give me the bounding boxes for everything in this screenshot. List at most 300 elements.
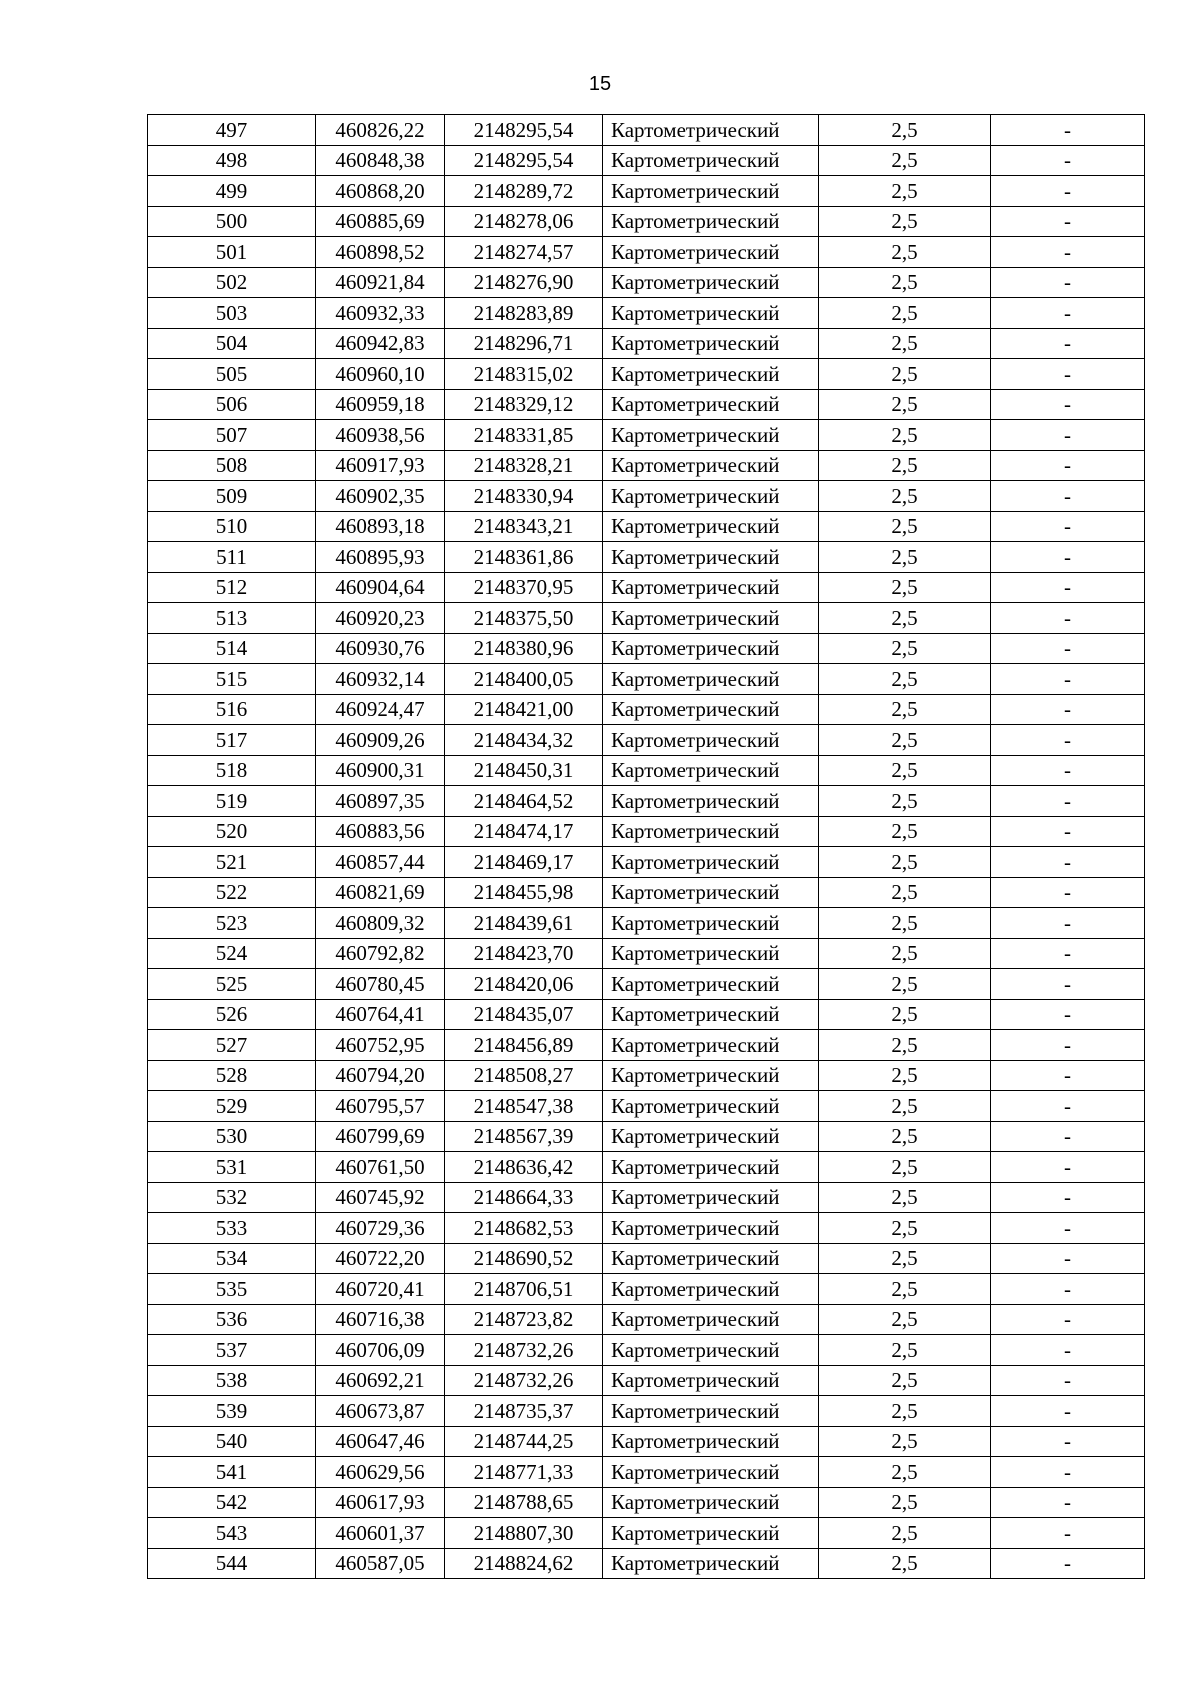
- x-coordinate-cell: 460720,41: [316, 1274, 445, 1305]
- description-cell: -: [991, 725, 1145, 756]
- x-coordinate-cell: 460780,45: [316, 969, 445, 1000]
- x-coordinate-cell: 460920,23: [316, 603, 445, 634]
- x-coordinate-cell: 460795,57: [316, 1091, 445, 1122]
- description-cell: -: [991, 1457, 1145, 1488]
- x-coordinate-cell: 460868,20: [316, 176, 445, 207]
- description-cell: -: [991, 1335, 1145, 1366]
- description-cell: -: [991, 572, 1145, 603]
- accuracy-cell: 2,5: [819, 328, 991, 359]
- description-cell: -: [991, 1060, 1145, 1091]
- y-coordinate-cell: 2148329,12: [445, 389, 603, 420]
- description-cell: -: [991, 786, 1145, 817]
- y-coordinate-cell: 2148289,72: [445, 176, 603, 207]
- table-row: [148, 542, 1145, 573]
- description-cell: -: [991, 511, 1145, 542]
- accuracy-cell: 2,5: [819, 877, 991, 908]
- method-cell: Картометрический: [603, 328, 819, 359]
- accuracy-cell: 2,5: [819, 664, 991, 695]
- description-cell: -: [991, 633, 1145, 664]
- y-coordinate-cell: 2148400,05: [445, 664, 603, 695]
- description-cell: -: [991, 1213, 1145, 1244]
- accuracy-cell: 2,5: [819, 786, 991, 817]
- accuracy-cell: 2,5: [819, 1030, 991, 1061]
- point-number-cell: 527: [148, 1030, 316, 1061]
- table-row: [148, 206, 1145, 237]
- method-cell: Картометрический: [603, 664, 819, 695]
- table-row: [148, 1213, 1145, 1244]
- accuracy-cell: 2,5: [819, 1487, 991, 1518]
- method-cell: Картометрический: [603, 1030, 819, 1061]
- method-cell: Картометрический: [603, 1213, 819, 1244]
- x-coordinate-cell: 460799,69: [316, 1121, 445, 1152]
- method-cell: Картометрический: [603, 542, 819, 573]
- method-cell: Картометрический: [603, 420, 819, 451]
- y-coordinate-cell: 2148824,62: [445, 1548, 603, 1579]
- description-cell: -: [991, 664, 1145, 695]
- accuracy-cell: 2,5: [819, 1213, 991, 1244]
- x-coordinate-cell: 460917,93: [316, 450, 445, 481]
- accuracy-cell: 2,5: [819, 359, 991, 390]
- x-coordinate-cell: 460848,38: [316, 145, 445, 176]
- method-cell: Картометрический: [603, 572, 819, 603]
- table-row: [148, 145, 1145, 176]
- y-coordinate-cell: 2148276,90: [445, 267, 603, 298]
- x-coordinate-cell: 460826,22: [316, 115, 445, 146]
- x-coordinate-cell: 460809,32: [316, 908, 445, 939]
- x-coordinate-cell: 460897,35: [316, 786, 445, 817]
- method-cell: Картометрический: [603, 389, 819, 420]
- x-coordinate-cell: 460857,44: [316, 847, 445, 878]
- description-cell: -: [991, 145, 1145, 176]
- point-number-cell: 530: [148, 1121, 316, 1152]
- point-number-cell: 516: [148, 694, 316, 725]
- method-cell: Картометрический: [603, 359, 819, 390]
- method-cell: Картометрический: [603, 633, 819, 664]
- description-cell: -: [991, 420, 1145, 451]
- description-cell: -: [991, 206, 1145, 237]
- description-cell: -: [991, 603, 1145, 634]
- accuracy-cell: 2,5: [819, 1335, 991, 1366]
- x-coordinate-cell: 460761,50: [316, 1152, 445, 1183]
- method-cell: Картометрический: [603, 877, 819, 908]
- table-row: [148, 908, 1145, 939]
- y-coordinate-cell: 2148771,33: [445, 1457, 603, 1488]
- accuracy-cell: 2,5: [819, 1396, 991, 1427]
- y-coordinate-cell: 2148343,21: [445, 511, 603, 542]
- point-number-cell: 515: [148, 664, 316, 695]
- point-number-cell: 524: [148, 938, 316, 969]
- method-cell: Картометрический: [603, 1091, 819, 1122]
- accuracy-cell: 2,5: [819, 725, 991, 756]
- page-number: 15: [588, 73, 612, 95]
- table-row: [148, 1091, 1145, 1122]
- table-row: [148, 1548, 1145, 1579]
- accuracy-cell: 2,5: [819, 908, 991, 939]
- point-number-cell: 505: [148, 359, 316, 390]
- description-cell: -: [991, 1274, 1145, 1305]
- method-cell: Картометрический: [603, 1548, 819, 1579]
- point-number-cell: 497: [148, 115, 316, 146]
- table-row: [148, 1243, 1145, 1274]
- accuracy-cell: 2,5: [819, 176, 991, 207]
- point-number-cell: 523: [148, 908, 316, 939]
- table-row: [148, 755, 1145, 786]
- x-coordinate-cell: 460902,35: [316, 481, 445, 512]
- description-cell: -: [991, 542, 1145, 573]
- method-cell: Картометрический: [603, 176, 819, 207]
- accuracy-cell: 2,5: [819, 603, 991, 634]
- description-cell: -: [991, 237, 1145, 268]
- accuracy-cell: 2,5: [819, 206, 991, 237]
- table-row: [148, 450, 1145, 481]
- table-row: [148, 420, 1145, 451]
- description-cell: -: [991, 816, 1145, 847]
- accuracy-cell: 2,5: [819, 755, 991, 786]
- point-number-cell: 519: [148, 786, 316, 817]
- y-coordinate-cell: 2148375,50: [445, 603, 603, 634]
- x-coordinate-cell: 460924,47: [316, 694, 445, 725]
- point-number-cell: 507: [148, 420, 316, 451]
- point-number-cell: 511: [148, 542, 316, 573]
- method-cell: Картометрический: [603, 603, 819, 634]
- method-cell: Картометрический: [603, 1487, 819, 1518]
- description-cell: -: [991, 1152, 1145, 1183]
- accuracy-cell: 2,5: [819, 1457, 991, 1488]
- point-number-cell: 536: [148, 1304, 316, 1335]
- method-cell: Картометрический: [603, 969, 819, 1000]
- point-number-cell: 508: [148, 450, 316, 481]
- accuracy-cell: 2,5: [819, 1548, 991, 1579]
- table-row: [148, 969, 1145, 1000]
- x-coordinate-cell: 460647,46: [316, 1426, 445, 1457]
- y-coordinate-cell: 2148464,52: [445, 786, 603, 817]
- y-coordinate-cell: 2148435,07: [445, 999, 603, 1030]
- x-coordinate-cell: 460932,33: [316, 298, 445, 329]
- x-coordinate-cell: 460722,20: [316, 1243, 445, 1274]
- accuracy-cell: 2,5: [819, 115, 991, 146]
- method-cell: Картометрический: [603, 1335, 819, 1366]
- description-cell: -: [991, 328, 1145, 359]
- point-number-cell: 513: [148, 603, 316, 634]
- point-number-cell: 502: [148, 267, 316, 298]
- point-number-cell: 526: [148, 999, 316, 1030]
- point-number-cell: 506: [148, 389, 316, 420]
- description-cell: -: [991, 298, 1145, 329]
- y-coordinate-cell: 2148423,70: [445, 938, 603, 969]
- accuracy-cell: 2,5: [819, 389, 991, 420]
- accuracy-cell: 2,5: [819, 1304, 991, 1335]
- table-row: [148, 1457, 1145, 1488]
- method-cell: Картометрический: [603, 481, 819, 512]
- point-number-cell: 521: [148, 847, 316, 878]
- accuracy-cell: 2,5: [819, 1182, 991, 1213]
- point-number-cell: 534: [148, 1243, 316, 1274]
- description-cell: -: [991, 359, 1145, 390]
- method-cell: Картометрический: [603, 755, 819, 786]
- method-cell: Картометрический: [603, 1274, 819, 1305]
- method-cell: Картометрический: [603, 725, 819, 756]
- y-coordinate-cell: 2148331,85: [445, 420, 603, 451]
- point-number-cell: 525: [148, 969, 316, 1000]
- point-number-cell: 518: [148, 755, 316, 786]
- x-coordinate-cell: 460930,76: [316, 633, 445, 664]
- table-row: [148, 359, 1145, 390]
- table-row: [148, 877, 1145, 908]
- description-cell: -: [991, 1243, 1145, 1274]
- point-number-cell: 540: [148, 1426, 316, 1457]
- y-coordinate-cell: 2148664,33: [445, 1182, 603, 1213]
- y-coordinate-cell: 2148274,57: [445, 237, 603, 268]
- table-row: [148, 1152, 1145, 1183]
- accuracy-cell: 2,5: [819, 633, 991, 664]
- description-cell: -: [991, 389, 1145, 420]
- accuracy-cell: 2,5: [819, 1060, 991, 1091]
- y-coordinate-cell: 2148469,17: [445, 847, 603, 878]
- table-row: [148, 847, 1145, 878]
- accuracy-cell: 2,5: [819, 847, 991, 878]
- y-coordinate-cell: 2148735,37: [445, 1396, 603, 1427]
- table-row: [148, 938, 1145, 969]
- y-coordinate-cell: 2148434,32: [445, 725, 603, 756]
- point-number-cell: 520: [148, 816, 316, 847]
- description-cell: -: [991, 450, 1145, 481]
- y-coordinate-cell: 2148328,21: [445, 450, 603, 481]
- method-cell: Картометрический: [603, 1304, 819, 1335]
- point-number-cell: 529: [148, 1091, 316, 1122]
- table-row: [148, 1426, 1145, 1457]
- x-coordinate-cell: 460932,14: [316, 664, 445, 695]
- x-coordinate-cell: 460821,69: [316, 877, 445, 908]
- y-coordinate-cell: 2148278,06: [445, 206, 603, 237]
- y-coordinate-cell: 2148315,02: [445, 359, 603, 390]
- method-cell: Картометрический: [603, 267, 819, 298]
- y-coordinate-cell: 2148690,52: [445, 1243, 603, 1274]
- table-row: [148, 237, 1145, 268]
- x-coordinate-cell: 460629,56: [316, 1457, 445, 1488]
- description-cell: -: [991, 267, 1145, 298]
- point-number-cell: 509: [148, 481, 316, 512]
- description-cell: -: [991, 1182, 1145, 1213]
- x-coordinate-cell: 460673,87: [316, 1396, 445, 1427]
- table-row: [148, 1304, 1145, 1335]
- y-coordinate-cell: 2148547,38: [445, 1091, 603, 1122]
- description-cell: -: [991, 938, 1145, 969]
- description-cell: -: [991, 877, 1145, 908]
- accuracy-cell: 2,5: [819, 1243, 991, 1274]
- x-coordinate-cell: 460794,20: [316, 1060, 445, 1091]
- point-number-cell: 512: [148, 572, 316, 603]
- y-coordinate-cell: 2148330,94: [445, 481, 603, 512]
- accuracy-cell: 2,5: [819, 1091, 991, 1122]
- accuracy-cell: 2,5: [819, 1152, 991, 1183]
- table-row: [148, 328, 1145, 359]
- x-coordinate-cell: 460895,93: [316, 542, 445, 573]
- y-coordinate-cell: 2148474,17: [445, 816, 603, 847]
- table-row: [148, 725, 1145, 756]
- y-coordinate-cell: 2148744,25: [445, 1426, 603, 1457]
- x-coordinate-cell: 460792,82: [316, 938, 445, 969]
- table-row: [148, 1182, 1145, 1213]
- point-number-cell: 517: [148, 725, 316, 756]
- method-cell: Картометрический: [603, 786, 819, 817]
- y-coordinate-cell: 2148296,71: [445, 328, 603, 359]
- point-number-cell: 532: [148, 1182, 316, 1213]
- accuracy-cell: 2,5: [819, 694, 991, 725]
- accuracy-cell: 2,5: [819, 1365, 991, 1396]
- accuracy-cell: 2,5: [819, 1274, 991, 1305]
- y-coordinate-cell: 2148295,54: [445, 115, 603, 146]
- point-number-cell: 500: [148, 206, 316, 237]
- method-cell: Картометрический: [603, 816, 819, 847]
- coordinates-table-body: [148, 115, 1145, 1579]
- accuracy-cell: 2,5: [819, 267, 991, 298]
- y-coordinate-cell: 2148807,30: [445, 1518, 603, 1549]
- y-coordinate-cell: 2148456,89: [445, 1030, 603, 1061]
- accuracy-cell: 2,5: [819, 420, 991, 451]
- method-cell: Картометрический: [603, 694, 819, 725]
- method-cell: Картометрический: [603, 938, 819, 969]
- x-coordinate-cell: 460692,21: [316, 1365, 445, 1396]
- table-row: [148, 389, 1145, 420]
- description-cell: -: [991, 969, 1145, 1000]
- y-coordinate-cell: 2148361,86: [445, 542, 603, 573]
- table-row: [148, 1121, 1145, 1152]
- x-coordinate-cell: 460752,95: [316, 1030, 445, 1061]
- y-coordinate-cell: 2148450,31: [445, 755, 603, 786]
- x-coordinate-cell: 460601,37: [316, 1518, 445, 1549]
- description-cell: -: [991, 1518, 1145, 1549]
- table-row: [148, 664, 1145, 695]
- x-coordinate-cell: 460909,26: [316, 725, 445, 756]
- point-number-cell: 544: [148, 1548, 316, 1579]
- description-cell: -: [991, 694, 1145, 725]
- x-coordinate-cell: 460745,92: [316, 1182, 445, 1213]
- point-number-cell: 531: [148, 1152, 316, 1183]
- description-cell: -: [991, 1091, 1145, 1122]
- point-number-cell: 498: [148, 145, 316, 176]
- point-number-cell: 539: [148, 1396, 316, 1427]
- description-cell: -: [991, 1548, 1145, 1579]
- y-coordinate-cell: 2148455,98: [445, 877, 603, 908]
- method-cell: Картометрический: [603, 1426, 819, 1457]
- y-coordinate-cell: 2148508,27: [445, 1060, 603, 1091]
- x-coordinate-cell: 460904,64: [316, 572, 445, 603]
- accuracy-cell: 2,5: [819, 145, 991, 176]
- y-coordinate-cell: 2148370,95: [445, 572, 603, 603]
- table-row: [148, 816, 1145, 847]
- x-coordinate-cell: 460900,31: [316, 755, 445, 786]
- table-row: [148, 572, 1145, 603]
- accuracy-cell: 2,5: [819, 938, 991, 969]
- y-coordinate-cell: 2148380,96: [445, 633, 603, 664]
- x-coordinate-cell: 460898,52: [316, 237, 445, 268]
- method-cell: Картометрический: [603, 115, 819, 146]
- point-number-cell: 503: [148, 298, 316, 329]
- method-cell: Картометрический: [603, 999, 819, 1030]
- point-number-cell: 522: [148, 877, 316, 908]
- accuracy-cell: 2,5: [819, 1518, 991, 1549]
- x-coordinate-cell: 460893,18: [316, 511, 445, 542]
- point-number-cell: 528: [148, 1060, 316, 1091]
- point-number-cell: 541: [148, 1457, 316, 1488]
- point-number-cell: 533: [148, 1213, 316, 1244]
- accuracy-cell: 2,5: [819, 999, 991, 1030]
- description-cell: -: [991, 1030, 1145, 1061]
- accuracy-cell: 2,5: [819, 298, 991, 329]
- y-coordinate-cell: 2148439,61: [445, 908, 603, 939]
- y-coordinate-cell: 2148706,51: [445, 1274, 603, 1305]
- point-number-cell: 538: [148, 1365, 316, 1396]
- table-row: [148, 1335, 1145, 1366]
- x-coordinate-cell: 460885,69: [316, 206, 445, 237]
- x-coordinate-cell: 460764,41: [316, 999, 445, 1030]
- description-cell: -: [991, 1396, 1145, 1427]
- method-cell: Картометрический: [603, 1396, 819, 1427]
- y-coordinate-cell: 2148732,26: [445, 1335, 603, 1366]
- y-coordinate-cell: 2148421,00: [445, 694, 603, 725]
- point-number-cell: 499: [148, 176, 316, 207]
- x-coordinate-cell: 460942,83: [316, 328, 445, 359]
- y-coordinate-cell: 2148788,65: [445, 1487, 603, 1518]
- description-cell: -: [991, 847, 1145, 878]
- method-cell: Картометрический: [603, 1152, 819, 1183]
- point-number-cell: 504: [148, 328, 316, 359]
- table-row: [148, 633, 1145, 664]
- description-cell: -: [991, 1121, 1145, 1152]
- table-row: [148, 1396, 1145, 1427]
- y-coordinate-cell: 2148732,26: [445, 1365, 603, 1396]
- point-number-cell: 537: [148, 1335, 316, 1366]
- point-number-cell: 543: [148, 1518, 316, 1549]
- description-cell: -: [991, 1426, 1145, 1457]
- accuracy-cell: 2,5: [819, 1121, 991, 1152]
- point-number-cell: 501: [148, 237, 316, 268]
- x-coordinate-cell: 460587,05: [316, 1548, 445, 1579]
- x-coordinate-cell: 460729,36: [316, 1213, 445, 1244]
- description-cell: -: [991, 1365, 1145, 1396]
- table-row: [148, 481, 1145, 512]
- method-cell: Картометрический: [603, 145, 819, 176]
- description-cell: -: [991, 999, 1145, 1030]
- accuracy-cell: 2,5: [819, 511, 991, 542]
- x-coordinate-cell: 460716,38: [316, 1304, 445, 1335]
- method-cell: Картометрический: [603, 1182, 819, 1213]
- table-row: [148, 1487, 1145, 1518]
- x-coordinate-cell: 460883,56: [316, 816, 445, 847]
- y-coordinate-cell: 2148567,39: [445, 1121, 603, 1152]
- table-row: [148, 267, 1145, 298]
- method-cell: Картометрический: [603, 450, 819, 481]
- y-coordinate-cell: 2148295,54: [445, 145, 603, 176]
- accuracy-cell: 2,5: [819, 450, 991, 481]
- method-cell: Картометрический: [603, 1060, 819, 1091]
- description-cell: -: [991, 176, 1145, 207]
- table-row: [148, 1518, 1145, 1549]
- table-row: [148, 511, 1145, 542]
- method-cell: Картометрический: [603, 511, 819, 542]
- y-coordinate-cell: 2148283,89: [445, 298, 603, 329]
- description-cell: -: [991, 1304, 1145, 1335]
- table-row: [148, 786, 1145, 817]
- method-cell: Картометрический: [603, 1457, 819, 1488]
- table-row: [148, 1030, 1145, 1061]
- table-row: [148, 115, 1145, 146]
- description-cell: -: [991, 908, 1145, 939]
- x-coordinate-cell: 460617,93: [316, 1487, 445, 1518]
- method-cell: Картометрический: [603, 237, 819, 268]
- description-cell: -: [991, 481, 1145, 512]
- table-row: [148, 603, 1145, 634]
